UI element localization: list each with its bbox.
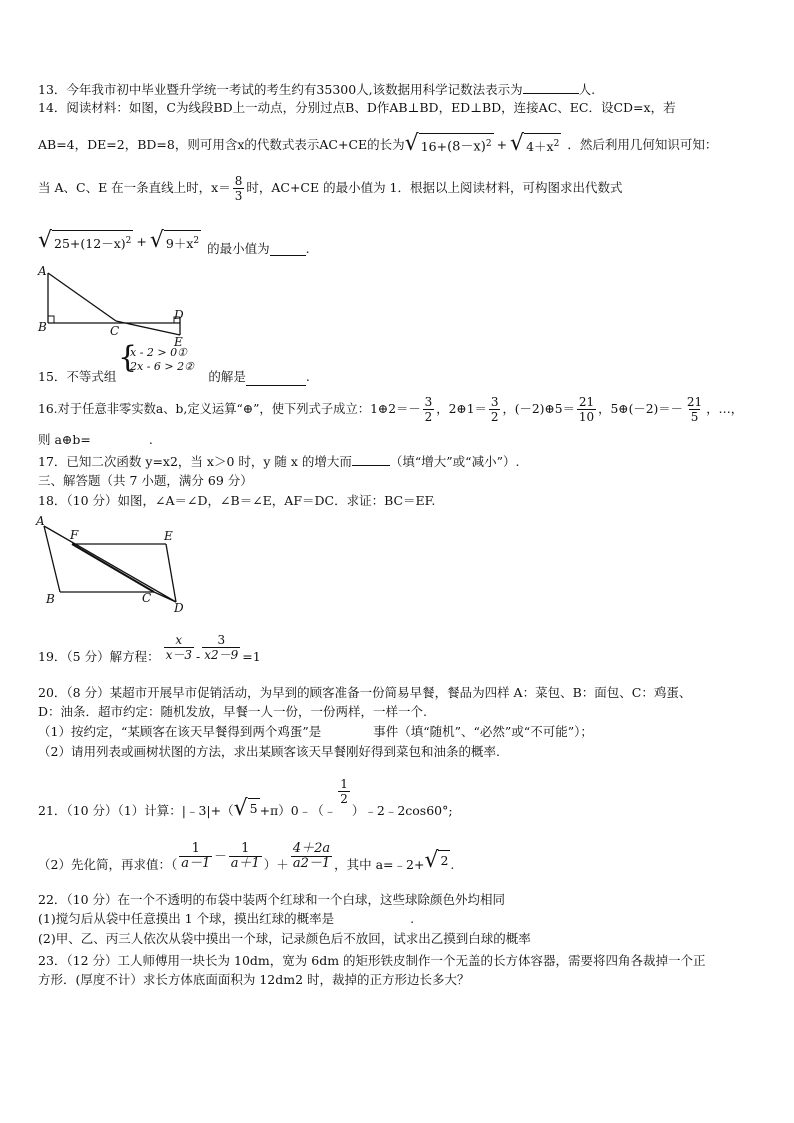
question-18 <box>38 492 435 510</box>
plus-sign: + <box>496 137 508 152</box>
sqrt-expression-2: √ $4+x^2$ <box>510 131 560 157</box>
question-20-line3 <box>38 723 593 741</box>
q17-answer-blank[interactable] <box>352 452 390 466</box>
segment-ed <box>166 544 176 602</box>
segment-ac <box>48 273 116 321</box>
label-e-2: E <box>164 529 173 543</box>
q21-p5: ）＋ <box>263 857 289 872</box>
q21-frac-a2: $\frac{1}{a+1}$ <box>230 840 260 871</box>
label-a: A <box>38 264 47 278</box>
q15-prefix: 15．不等式组 <box>38 369 117 384</box>
expr2-exp: 2 <box>553 139 560 150</box>
q14-line2-suffix: ．然后利用几何知识可知： <box>567 137 718 152</box>
q21-minus: － <box>214 848 227 863</box>
question-14-line4 <box>38 225 310 259</box>
question-13 <box>38 80 595 99</box>
q20-line1: 20．（8 分）某超市开展早市促销活动，为早到的顾客准备一份简易早餐，餐品为四样 A：菜包、B：面包、C：鸡蛋、 <box>38 685 692 700</box>
q15-answer-blank[interactable] <box>246 372 306 386</box>
q21-p6: ，其中 a=﹣2+ <box>334 857 425 872</box>
expr4-exp: 2 <box>193 236 200 247</box>
section-3-text: 三、解答题（共 7 小题，满分 69 分） <box>38 473 253 488</box>
sqrt-5: √ 5 <box>233 796 258 821</box>
q15-end: . <box>305 369 310 384</box>
q19-suffix: =1 <box>242 649 261 664</box>
expr3-a: 25+ <box>54 236 81 252</box>
expr3-exp: 2 <box>125 236 132 247</box>
mark-1: ① <box>177 346 187 359</box>
q19-prefix: 19．（5 分）解方程： <box>38 649 160 664</box>
q20-line3-prefix: （1）按约定，“某顾客在该天早餐得到两个鸡蛋”是 <box>38 724 322 739</box>
fraction-8-3: $\frac{8}{3}$ <box>234 173 243 203</box>
q16-part-2: ，2⊕1＝ <box>436 402 487 416</box>
q23-line1: 23．（12 分）工人师傅用一块长为 10dm，宽为 6dm 的矩形铁皮制作一个无盖的长方体容器，需要将四角各裁掉一个正 <box>38 953 706 968</box>
segment-cd <box>154 592 176 602</box>
question-17 <box>38 452 519 471</box>
question-22-line3 <box>38 930 531 948</box>
question-19 <box>38 625 261 669</box>
q22-line3: (2)甲、乙、丙三人依次从袋中摸出一个球，记录颜色后不放回，试求出乙摸到白球的概率 <box>38 931 531 946</box>
q19-frac-2: $\frac{3}{x2-9}$ <box>204 632 239 662</box>
q22-line2: (1)搅匀后从袋中任意摸出 1 个球，摸出红球的概率是 <box>38 911 335 926</box>
q16-prefix: 16.对于任意非零实数a、b,定义运算“⊕”，使下列式子成立：1⊕2＝－ <box>38 402 421 416</box>
segment-fc <box>72 544 154 592</box>
label-c: C <box>110 324 120 338</box>
mark-2: ② <box>184 360 194 373</box>
q16-part-3: ，(－2)⊕5＝ <box>502 402 575 416</box>
expr2: 4＋x <box>526 139 554 155</box>
expr1-exp: 2 <box>485 139 492 150</box>
q16-frac-1: $\frac{3}{2}$ <box>424 394 433 424</box>
right-angle-b <box>48 316 54 323</box>
q22-end: . <box>410 911 415 926</box>
q14-line3-suffix: 时，AC+CE 的最小值为 1．根据以上阅读材料，可构图求出代数式 <box>246 180 623 195</box>
q17-suffix: （填“增大”或“减小”）. <box>389 454 520 469</box>
question-16-line2 <box>38 431 153 449</box>
q14-line3-prefix: 当 A、C、E 在一条直线上时，x＝ <box>38 180 231 195</box>
question-20-line2 <box>38 703 427 721</box>
question-22-line1 <box>38 891 505 909</box>
q15-suffix: 的解是 <box>208 369 246 384</box>
q23-line2: 方形．(厚度不计）求长方体底面面积为 12dm2 时，裁掉的正方形边长多大？ <box>38 972 470 987</box>
label-b-2: B <box>46 592 55 606</box>
question-22-line2 <box>38 910 414 928</box>
question-21-part1 <box>38 770 453 820</box>
question-21-part2 <box>38 832 454 880</box>
q20-line4: （2）请用列表或画树状图的方法，求出某顾客该天早餐刚好得到菜包和油条的概率. <box>38 744 500 759</box>
q21-p3: ）﹣2﹣2cos60°; <box>351 803 453 818</box>
q16-line2: 则 a⊕b= <box>38 432 91 447</box>
q21-half-frac: $\frac{1}{2}$ <box>340 777 348 806</box>
plus-sign-2: + <box>136 234 147 249</box>
q16-part-4: ，5⊕(－2)＝－ <box>598 402 683 416</box>
label-b: B <box>38 320 47 334</box>
q14-line1: 14．阅读材料：如图，C为线段BD上一动点，分别过点B、D作AB⊥BD，ED⊥BD，连接AC、EC．设CD=x，若 <box>38 100 676 115</box>
question-14-line1 <box>38 99 676 117</box>
expr1-a: 16+ <box>420 139 448 155</box>
segment-ab-2 <box>44 526 60 592</box>
sqrt-expression-3: √ $25+(12-x)^2$ <box>38 228 132 254</box>
q14-line2-prefix: AB=4，DE=2，BD=8，则可用含x的代数式表示AC+CE的长为 <box>38 137 405 152</box>
question-16 <box>38 392 743 426</box>
question-14-line2 <box>38 128 717 162</box>
label-e: E <box>174 335 183 347</box>
expr4: 9＋x <box>165 236 194 252</box>
question-20-line4 <box>38 743 500 761</box>
inequality-system <box>130 346 194 374</box>
q20-line2: D：油条．超市约定：随机发放，早餐一人一份，一份两样，一样一个. <box>38 704 427 719</box>
label-a-2: A <box>36 514 45 528</box>
segment-ad <box>44 526 176 602</box>
figure-1-segment-diagram <box>34 263 194 347</box>
figure-2-triangles <box>34 512 194 612</box>
q13-text: 13．今年我市初中毕业暨升学统一考试的考生约有35300人,该数据用科学记数法表示为 <box>38 82 523 97</box>
q14-end: . <box>305 241 310 256</box>
sqrt-2: √ 2 <box>424 848 449 873</box>
q19-minus: - <box>196 649 201 664</box>
q16-frac-4: $\frac{21}{5}$ <box>686 394 703 424</box>
q13-answer-blank[interactable] <box>523 80 579 94</box>
q21-frac-a1: $\frac{1}{a-1}$ <box>181 840 211 871</box>
label-d: D <box>174 308 184 322</box>
inequality-2: 2x - 6 > 2 <box>130 360 185 373</box>
question-23-line2 <box>38 971 470 989</box>
q13-suffix: 人. <box>578 82 596 97</box>
q21-p1: 21．（10 分）（1）计算：|﹣3|+（ <box>38 803 234 818</box>
q16-end: . <box>148 432 153 447</box>
q16-frac-3: $\frac{21}{10}$ <box>578 394 595 424</box>
q21-frac-a3: $\frac{4+2a}{a2-1}$ <box>292 840 331 871</box>
q16-frac-2: $\frac{3}{2}$ <box>490 394 499 424</box>
q18-text: 18．（10 分）如图，∠A＝∠D，∠B＝∠E，AF＝DC．求证：BC＝EF. <box>38 493 436 508</box>
q21-p4: （2）先化简，再求值：（ <box>38 857 178 872</box>
q21-p7: . <box>450 857 455 872</box>
expr3-b: (12－x) <box>80 236 126 252</box>
q17-text: 17．已知二次函数 y=x2，当 x＞0 时，y 随 x 的增大而 <box>38 454 352 469</box>
sqrt-expression-4: √ $9+x^2$ <box>149 228 200 254</box>
q19-frac-1: $\frac{x}{x-3}$ <box>165 632 192 662</box>
question-14-line3 <box>38 168 623 208</box>
section-3-heading <box>38 472 253 490</box>
q20-line3-suffix: 事件（填“随机”、“必然”或“不可能”）； <box>373 724 593 739</box>
q16-part-5: ，…， <box>706 402 744 416</box>
q14-answer-blank[interactable] <box>270 242 306 256</box>
q14-line4-suffix: 的最小值为 <box>207 241 270 256</box>
q22-line1: 22．（10 分）在一个不透明的布袋中装两个红球和一个白球，这些球除颜色外均相同 <box>38 892 506 907</box>
q21-p2: +π）0﹣（﹣ <box>259 803 337 818</box>
label-d-2: D <box>174 601 184 612</box>
question-23-line1 <box>38 952 706 970</box>
sqrt-expression-1: √ $16+(8-x)^2$ <box>404 131 492 157</box>
label-c-2: C <box>142 591 152 605</box>
inequality-1: x - 2 > 0 <box>130 346 178 359</box>
system-brace: { <box>118 340 138 375</box>
label-f: F <box>70 528 79 542</box>
expr1-b: (8－x) <box>447 139 486 155</box>
question-20-line1 <box>38 684 691 702</box>
question-15 <box>38 340 310 386</box>
